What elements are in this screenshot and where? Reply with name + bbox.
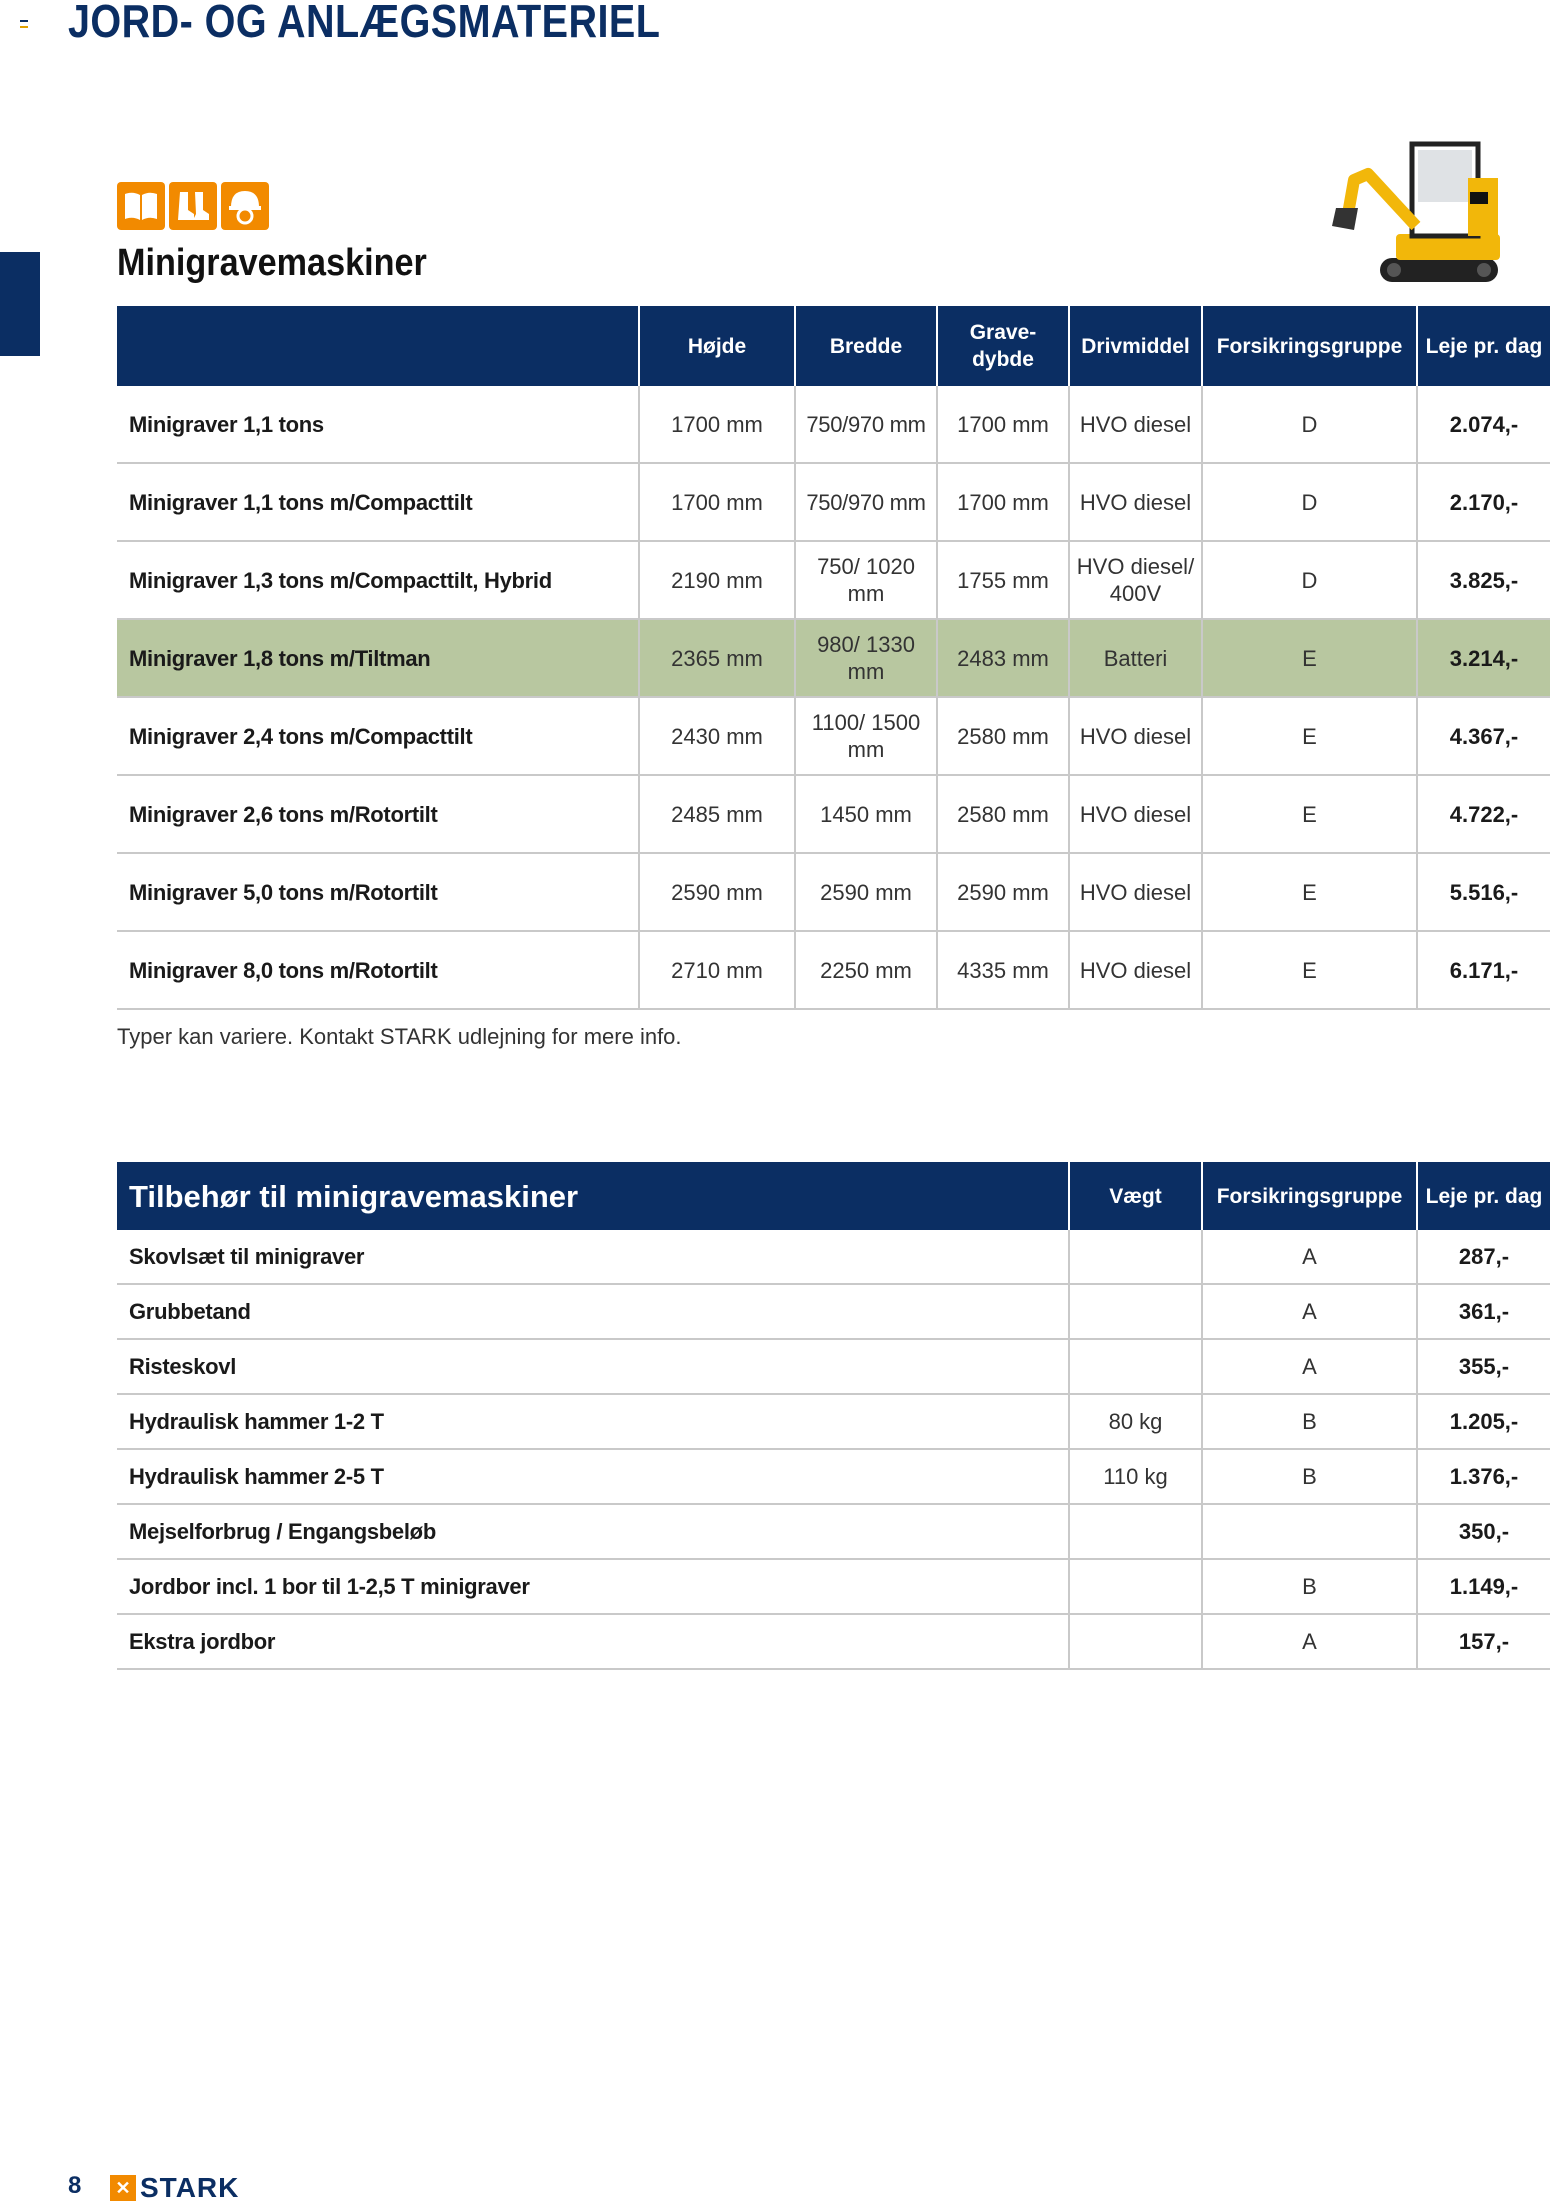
accessory-name: Ekstra jordbor — [117, 1614, 1069, 1669]
column-header-weight: Vægt — [1069, 1162, 1202, 1230]
accessory-name: Hydraulisk hammer 1-2 T — [117, 1394, 1069, 1449]
insurance-group-value: E — [1202, 931, 1417, 1009]
weight-value: 110 kg — [1069, 1449, 1202, 1504]
dig-depth-value: 2580 mm — [937, 697, 1069, 775]
accessory-name: Risteskovl — [117, 1339, 1069, 1394]
insurance-group-value: D — [1202, 463, 1417, 541]
height-value: 2430 mm — [639, 697, 795, 775]
accessory-name: Skovlsæt til minigraver — [117, 1230, 1069, 1284]
manual-book-icon — [117, 182, 165, 230]
machine-name: Minigraver 1,8 tons m/Tiltman — [117, 619, 639, 697]
insurance-group-value: A — [1202, 1230, 1417, 1284]
insurance-group-value: B — [1202, 1394, 1417, 1449]
accessory-name: Grubbetand — [117, 1284, 1069, 1339]
table-header-row — [117, 306, 1550, 386]
insurance-group-value: A — [1202, 1284, 1417, 1339]
width-value: 2250 mm — [795, 931, 937, 1009]
table-row — [117, 853, 1550, 931]
height-value: 2365 mm — [639, 619, 795, 697]
insurance-group-value — [1202, 1504, 1417, 1559]
width-value: 750/ 1020 mm — [795, 541, 937, 619]
column-header-dig-depth: Grave-dybde — [937, 306, 1069, 386]
dig-depth-value: 1755 mm — [937, 541, 1069, 619]
fuel-value: HVO diesel — [1069, 931, 1202, 1009]
table-row — [117, 697, 1550, 775]
height-value: 2710 mm — [639, 931, 795, 1009]
column-header-daily-rent: Leje pr. dag — [1417, 306, 1550, 386]
price-value: 361,- — [1417, 1284, 1550, 1339]
height-value: 1700 mm — [639, 386, 795, 463]
stark-logo-icon: ✕ — [110, 2175, 136, 2201]
fuel-value: HVO diesel/ 400V — [1069, 541, 1202, 619]
column-header-height: Højde — [639, 306, 795, 386]
safety-helmet-icon — [221, 182, 269, 230]
dig-depth-value: 1700 mm — [937, 386, 1069, 463]
machine-name: Minigraver 1,3 tons m/Compacttilt, Hybrid — [117, 541, 639, 619]
machine-name: Minigraver 8,0 tons m/Rotortilt — [117, 931, 639, 1009]
column-header-insurance-group: Forsikringsgruppe — [1202, 1162, 1417, 1230]
machine-name: Minigraver 1,1 tons — [117, 386, 639, 463]
weight-value — [1069, 1284, 1202, 1339]
table-row — [117, 1559, 1550, 1614]
fuel-value: Batteri — [1069, 619, 1202, 697]
table-row — [117, 463, 1550, 541]
height-value: 1700 mm — [639, 463, 795, 541]
price-value: 1.205,- — [1417, 1394, 1550, 1449]
machines-table — [117, 306, 1550, 1010]
dig-depth-value: 2580 mm — [937, 775, 1069, 853]
fuel-value: HVO diesel — [1069, 463, 1202, 541]
table-row — [117, 1284, 1550, 1339]
width-value: 1100/ 1500 mm — [795, 697, 937, 775]
accessory-name: Hydraulisk hammer 2-5 T — [117, 1449, 1069, 1504]
page-title: JORD- OG ANLÆGSMATERIEL — [68, 0, 661, 47]
price-value: 287,- — [1417, 1230, 1550, 1284]
table-row — [117, 931, 1550, 1009]
table-row — [117, 1449, 1550, 1504]
width-value: 2590 mm — [795, 853, 937, 931]
width-value: 750/970 mm — [795, 463, 937, 541]
insurance-group-value: E — [1202, 853, 1417, 931]
page-marker — [20, 20, 28, 28]
price-value: 1.376,- — [1417, 1449, 1550, 1504]
weight-value — [1069, 1504, 1202, 1559]
price-value: 3.825,- — [1417, 541, 1550, 619]
column-header-fuel: Drivmiddel — [1069, 306, 1202, 386]
table-row — [117, 541, 1550, 619]
table-row — [117, 1504, 1550, 1559]
column-header-daily-rent: Leje pr. dag — [1417, 1162, 1550, 1230]
safety-boots-icon — [169, 182, 217, 230]
section-title: Minigravemaskiner — [117, 242, 427, 284]
accessories-title: Tilbehør til minigravemaskiner — [117, 1162, 1069, 1230]
machine-name: Minigraver 2,4 tons m/Compacttilt — [117, 697, 639, 775]
column-header-insurance-group: Forsikringsgruppe — [1202, 306, 1417, 386]
accessories-table — [117, 1162, 1550, 1670]
price-value: 2.074,- — [1417, 386, 1550, 463]
insurance-group-value: B — [1202, 1559, 1417, 1614]
price-value: 5.516,- — [1417, 853, 1550, 931]
fuel-value: HVO diesel — [1069, 775, 1202, 853]
machine-name: Minigraver 5,0 tons m/Rotortilt — [117, 853, 639, 931]
price-value: 4.367,- — [1417, 697, 1550, 775]
price-value: 6.171,- — [1417, 931, 1550, 1009]
table-row — [117, 386, 1550, 463]
weight-value: 80 kg — [1069, 1394, 1202, 1449]
table-row — [117, 775, 1550, 853]
weight-value — [1069, 1559, 1202, 1614]
accessory-name: Jordbor incl. 1 bor til 1-2,5 T minigraver — [117, 1559, 1069, 1614]
availability-note: Typer kan variere. Kontakt STARK udlejning for mere info. — [117, 1024, 682, 1049]
page-number: 8 — [68, 2172, 82, 2199]
width-value: 980/ 1330 mm — [795, 619, 937, 697]
table-row — [117, 1614, 1550, 1669]
price-value: 4.722,- — [1417, 775, 1550, 853]
fuel-value: HVO diesel — [1069, 853, 1202, 931]
weight-value — [1069, 1614, 1202, 1669]
mini-excavator-image — [1320, 122, 1510, 292]
table-row — [117, 1230, 1550, 1284]
table-header-row — [117, 1162, 1550, 1230]
accessory-name: Mejselforbrug / Engangsbeløb — [117, 1504, 1069, 1559]
stark-logo — [110, 2172, 239, 2204]
fuel-value: HVO diesel — [1069, 697, 1202, 775]
price-value: 157,- — [1417, 1614, 1550, 1669]
machine-name: Minigraver 2,6 tons m/Rotortilt — [117, 775, 639, 853]
machine-name: Minigraver 1,1 tons m/Compacttilt — [117, 463, 639, 541]
insurance-group-value: B — [1202, 1449, 1417, 1504]
width-value: 750/970 mm — [795, 386, 937, 463]
table-row — [117, 1339, 1550, 1394]
insurance-group-value: D — [1202, 541, 1417, 619]
insurance-group-value: E — [1202, 775, 1417, 853]
insurance-group-value: E — [1202, 619, 1417, 697]
weight-value — [1069, 1339, 1202, 1394]
stark-logo-text: STARK — [140, 2172, 240, 2203]
price-value: 3.214,- — [1417, 619, 1550, 697]
height-value: 2190 mm — [639, 541, 795, 619]
price-value: 355,- — [1417, 1339, 1550, 1394]
dig-depth-value: 1700 mm — [937, 463, 1069, 541]
table-row-highlighted — [117, 619, 1550, 697]
height-value: 2590 mm — [639, 853, 795, 931]
price-value: 1.149,- — [1417, 1559, 1550, 1614]
insurance-group-value: A — [1202, 1614, 1417, 1669]
dig-depth-value: 4335 mm — [937, 931, 1069, 1009]
fuel-value: HVO diesel — [1069, 386, 1202, 463]
insurance-group-value: D — [1202, 386, 1417, 463]
safety-icons — [117, 182, 269, 230]
column-header-width: Bredde — [795, 306, 937, 386]
width-value: 1450 mm — [795, 775, 937, 853]
price-value: 350,- — [1417, 1504, 1550, 1559]
weight-value — [1069, 1230, 1202, 1284]
dig-depth-value: 2483 mm — [937, 619, 1069, 697]
column-header-name — [117, 306, 639, 386]
dig-depth-value: 2590 mm — [937, 853, 1069, 931]
height-value: 2485 mm — [639, 775, 795, 853]
insurance-group-value: E — [1202, 697, 1417, 775]
insurance-group-value: A — [1202, 1339, 1417, 1394]
section-tab-marker — [0, 252, 40, 356]
table-row — [117, 1394, 1550, 1449]
price-value: 2.170,- — [1417, 463, 1550, 541]
